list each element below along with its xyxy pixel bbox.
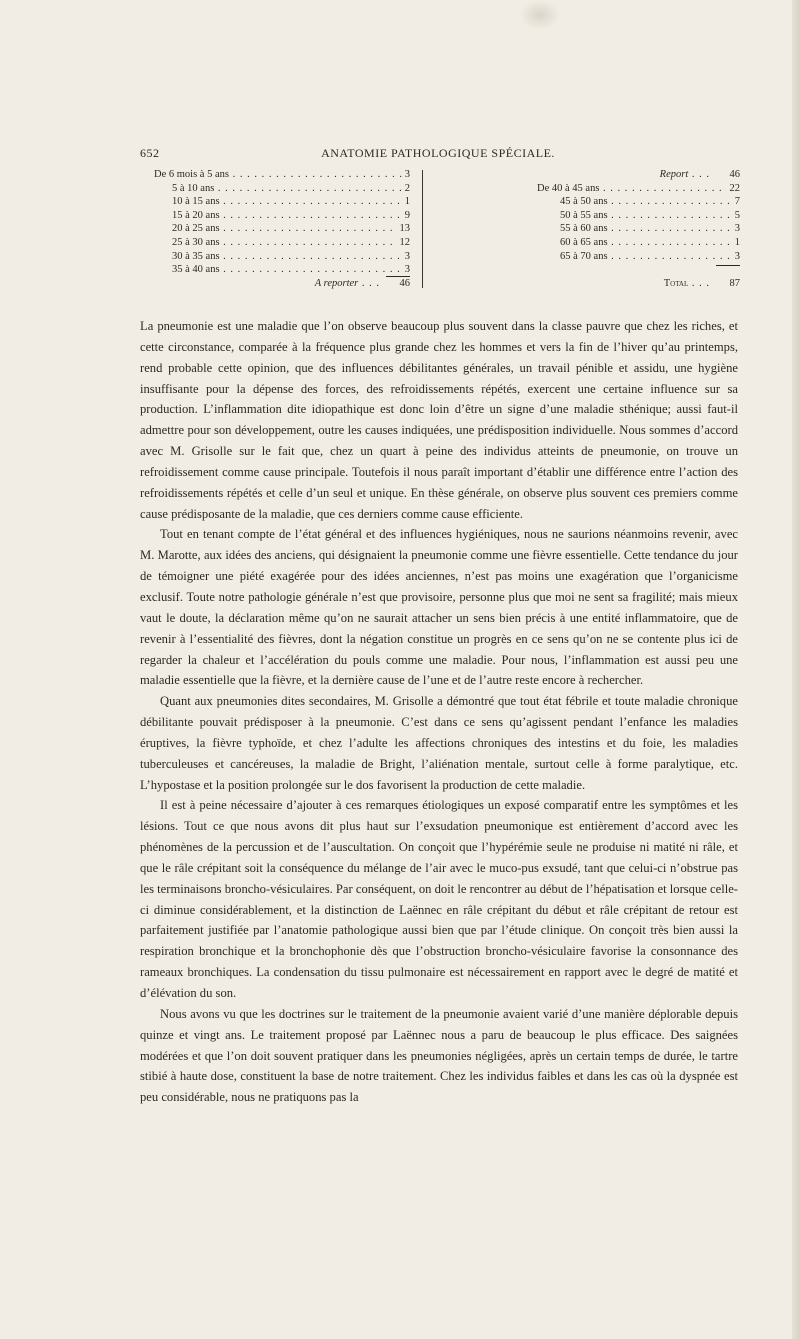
paragraph: Nous avons vu que les doctrines sur le traitement de la pneumonie avaient varié d’une manière déplorable depuis quinze et vingt ans. Le traitement proposé par Laënnec nous a paru de beaucoup le plus efficace. Des saignées modérées et que l’on doit souvent pratiquer dans les pneumonies négligées, après un certain temps de durée, le tartre stibié à haute dose, constituent la base de notre traitement. Chez les individus faibles et dans les cas où la dyspnée est peu considérable, nous ne pratiquons pas la [140,1006,738,1105]
table-row: 5 à 10 ans . . . 2 [150,182,410,196]
table-row: De 6 mois à 5 ans . . . 3 [150,168,410,182]
table-row: 20 à 25 ans . . . 13 [150,222,410,236]
carry-label: A reporter . . . [311,277,410,291]
report-row [435,168,740,182]
running-title: ANATOMIE PATHOLOGIQUE SPÉCIALE. [321,146,555,160]
body-text [140,316,738,1108]
page-number: 652 [140,146,160,160]
table-row: 60 à 65 ans . . . 1 [435,236,740,250]
report-value: 46 [727,168,741,182]
table-row: 35 à 40 ans . . . 3 [150,263,410,277]
table-row: 45 à 50 ans . . . 7 [435,195,740,209]
table-row: De 40 à 45 ans . . . 22 [435,182,740,196]
age-distribution-table [150,168,740,288]
paragraph: Il est à peine nécessaire d’ajouter à ces remarques étiologiques un exposé comparatif entre les symptômes et les lésions. Tout ce que nous avons dit plus haut sur l’exsudation pneumonique est entièrement d’accord avec les phénomènes de la percussion et de l’auscultation. On conçoit que l’hypérémie seule ne produise ni matité ni râle, et que le râle crépitant soit la conséquence du mélange de l’air avec le muco-pus exsudé, tant que celui-ci n’obstrue pas les terminaisons broncho-vésiculaires. Par conséquent, on doit le rencontrer au début de l’hépatisation et lorsque celle-ci diminue considérablement, et la distinction de Laënnec en râle crépitant du début et râle crépitant de retour est parfaitement justifiée par l’anatomie pathologique aussi bien que par l’étude clinique. On conçoit très bien aussi la respiration bronchique et la bronchophonie dès que l’obstruction broncho-vésiculaire favorise la consonnance des rameaux bronchiques. La condensation du tissu pulmonaire est nécessairement en rapport avec le degré de matité et d’élévation du son. [140,798,738,1000]
page-header [140,146,736,164]
paragraph: Quant aux pneumonies dites secondaires, M. Grisolle a démontré que tout état fébrile et toute maladie chronique débilitante pouvait prédisposer à la pneumonie. C’est dans ce sens qu’agissent pendant l’enfance les maladies éruptives, la fièvre typhoïde, et chez l’adulte les affections chroniques des intestins et du foie, les maladies tuberculeuses et cancéreuses, la maladie de Bright, l’aliénation mentale, surtout celle à forme paralytique, etc. L’hypostase et la position prolongée sur le dos favorisent la production de cette maladie. [140,694,738,792]
paragraph: La pneumonie est une maladie que l’on observe beaucoup plus souvent dans la classe pauvre que chez les riches, et cette circonstance, comparée à la fréquence plus grande chez les hommes et vers la fin de l’hiver qu’au printemps, rend probable cette opinion, que des influences débilitantes générales, un travail pénible et assidu, une hygiène insuffisante pour la dépense des forces, des refroidissements répétés, exercent une certaine influence sur sa production. L’inflammation dite idiopathique est donc loin d’être un signe d’une maladie sthénique; aussi faut-il admettre pour son développement, outre les causes indiquées, une prédisposition individuelle. Nous sommes d’accord avec M. Grisolle sur le fait que, chez un quart à peine des individus atteints de pneumonie, on trouve un refroidissement comme cause principale. Toutefois il nous paraît important d’établir une différence entre l’action des refroidissements répétés et celle d’un seul et unique. En thèse générale, on observe plus souvent ces premiers comme cause prédisposante de la maladie, que ces derniers comme cause efficiente. [140,319,738,521]
table-row: 55 à 60 ans . . . 3 [435,222,740,236]
column-divider [422,170,423,288]
table-row: 25 à 30 ans . . . 12 [150,236,410,250]
carry-forward-row [150,277,410,291]
total-value: 87 [727,277,741,291]
report-label: Report . . . [558,168,740,182]
paragraph: Tout en tenant compte de l’état général et des influences hygiéniques, nous ne saurions néanmoins revenir, avec M. Marotte, aux idées des anciens, qui désignaient la pneumonie comme une fièvre essentielle. Cette tendance du jour de témoigner une piété exagérée pour des idées anciennes, n’est pas moins une exagération que l’organicisme exclusif. Toute notre pathologie générale n’est que provisoire, personne plus que moi ne sent sa fragilité; mais mieux vaut le doute, la déclaration même qu’on ne saurait attacher un sens bien précis à une entité inflammatoire, que de revenir à l’essentialité des fièvres, dont la négation constitue un progrès en ce sens qu’on ne se contente plus ici de regarder la chaleur et l’accélération du pouls comme une maladie. Pour nous, l’inflammation est aussi peu une maladie essentielle que la fièvre, et la dernière cause de l’une et de l’autre reste encore à rechercher. [140,527,738,688]
age-table-right [435,168,740,290]
age-table-left [150,168,410,290]
total-label: Total . . . [562,277,740,291]
table-row: 65 à 70 ans . . . 3 [435,250,740,264]
table-row: 10 à 15 ans . . . 1 [150,195,410,209]
table-row: 30 à 35 ans . . . 3 [150,250,410,264]
total-row [435,277,740,291]
table-row: 50 à 55 ans . . . 5 [435,209,740,223]
spacer-row [435,263,740,277]
carry-value: 46 [397,277,411,291]
table-row: 15 à 20 ans . . . 9 [150,209,410,223]
paper-stain [520,0,560,30]
page-edge [792,0,800,1339]
